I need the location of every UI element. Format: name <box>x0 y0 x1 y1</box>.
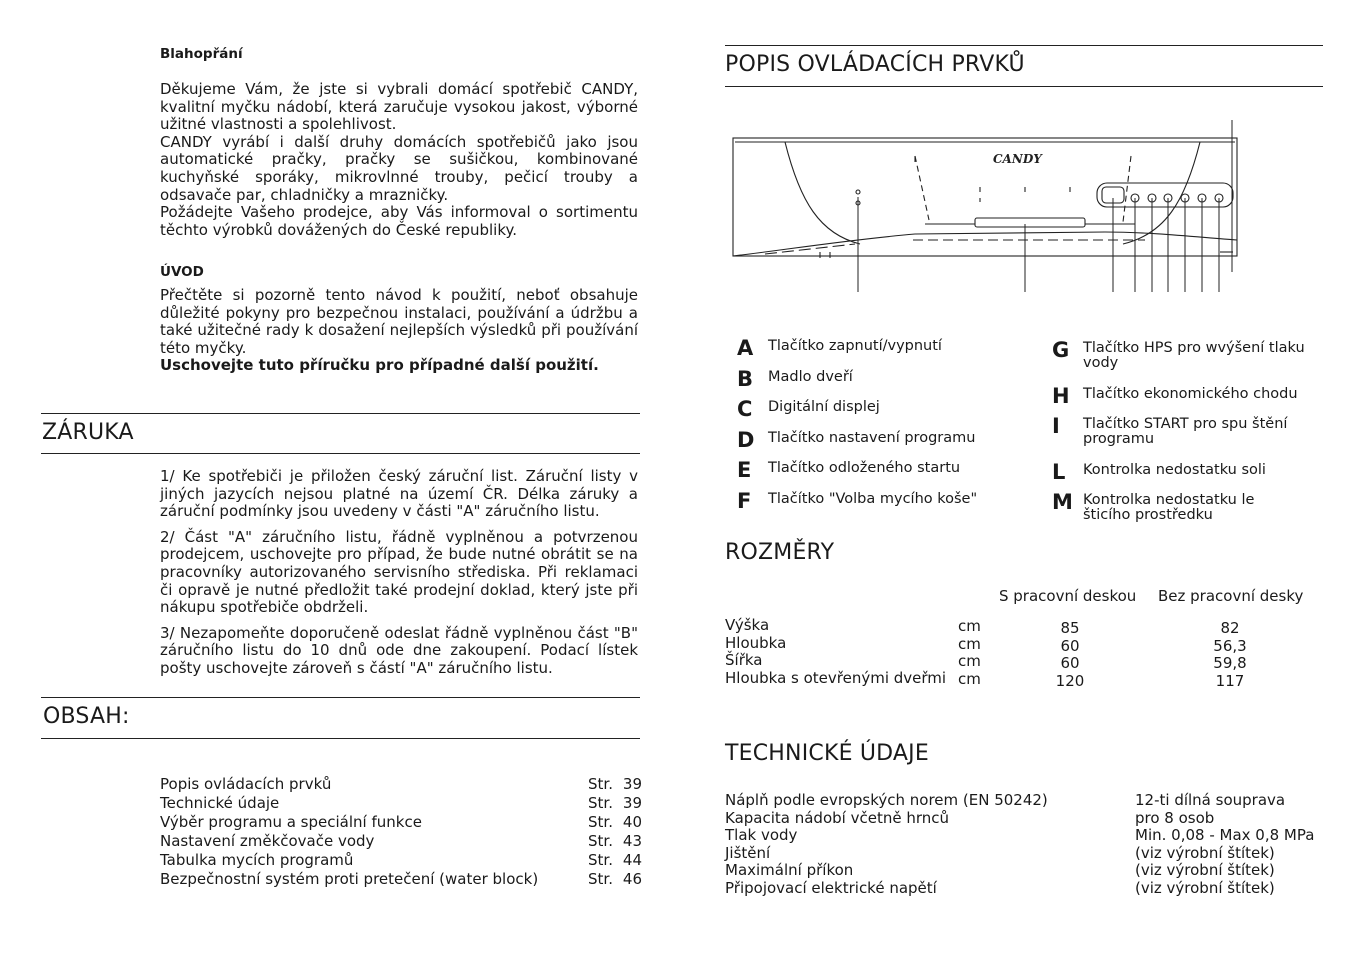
technical-labels <box>725 792 1048 898</box>
legend-text: Tlačítko ekonomického chodu <box>1083 386 1298 402</box>
dimension-without-value: 56,3 <box>1213 636 1247 655</box>
legend-text-line: Kontrolka nedostatku le <box>1083 492 1255 508</box>
warranty-paragraph: 1/ Ke spotřebiči je přiložen český záruční list. Záruční listy v jiných jazycích nejsou platné na území ČR. Délka záruky a záruční podmínky jsou uvedeny v části "A" záručního listu. <box>160 467 638 521</box>
dimensions-without-values <box>1200 620 1260 690</box>
technical-value: Min. 0,08 - Max 0,8 MPa <box>1135 826 1315 845</box>
dimension-with-value: 85 <box>1060 619 1080 637</box>
dimensions-col-with: S pracovní deskou <box>999 587 1137 605</box>
control-panel-diagram <box>725 112 1245 297</box>
warranty-title: ZÁRUKA <box>42 420 134 445</box>
dimensions-labels <box>725 617 946 687</box>
technical-value: (viz výrobní štítek) <box>1135 878 1275 897</box>
dimension-unit: cm <box>958 669 981 688</box>
dimensions-with-values <box>1040 620 1100 690</box>
technical-label: Jištění <box>725 843 771 862</box>
controls-title: POPIS OVLÁDACÍCH PRVKŮ <box>725 52 1025 77</box>
divider <box>725 45 1323 46</box>
divider <box>41 738 640 739</box>
technical-value: (viz výrobní štítek) <box>1135 843 1275 862</box>
contents-item-page: 43 <box>622 832 642 850</box>
technical-label: Připojovací elektrické napětí <box>725 878 937 897</box>
legend-text: Tlačítko "Volba mycího koše" <box>768 491 978 507</box>
legend-text-line: Tlačítko START pro spu štění <box>1083 416 1288 432</box>
legend-text-line: vody <box>1083 355 1119 371</box>
contents-item[interactable] <box>160 851 642 870</box>
legend-key: L <box>1052 460 1066 484</box>
dimensions-title: ROZMĚRY <box>725 540 835 565</box>
contents-item[interactable] <box>160 870 642 889</box>
dimension-label: Šířka <box>725 651 763 670</box>
contents-page-prefix: Str. <box>588 870 613 888</box>
contents-title: OBSAH: <box>43 704 130 729</box>
legend-key: A <box>737 336 754 360</box>
contents-item-page: 39 <box>622 794 642 812</box>
divider <box>41 697 640 698</box>
contents-page-prefix: Str. <box>588 775 613 793</box>
brand-logo: CANDY <box>993 152 1042 166</box>
legend-text: Tlačítko nastavení programu <box>768 430 976 446</box>
intro-body <box>160 287 638 375</box>
contents-item[interactable] <box>160 832 642 851</box>
contents-item-label: Popis ovládacích prvků <box>160 775 332 793</box>
legend-key: H <box>1052 384 1070 408</box>
technical-value: pro 8 osob <box>1135 808 1215 827</box>
legend-text <box>1083 341 1305 371</box>
divider <box>41 413 640 414</box>
warranty-body <box>160 468 638 678</box>
intro-keep-note: Uschovejte tuto příručku pro případné další použití. <box>160 356 599 375</box>
legend-text: Digitální displej <box>768 399 880 415</box>
dimension-label: Hloubka <box>725 633 787 652</box>
legend-key: E <box>737 458 752 482</box>
legend-text-line: Tlačítko HPS pro wvýšení tlaku <box>1083 340 1305 356</box>
legend-text <box>1083 417 1287 447</box>
technical-label: Maximální příkon <box>725 861 854 880</box>
technical-label: Náplň podle evropských norem (EN 50242) <box>725 791 1048 809</box>
warranty-paragraph: 3/ Nezapomeňte doporučeně odeslat řádně vyplněnou část "B" záručního listu do 10 dnů ode dne zakoupení. Podací lístek pošty uschovejte zároveň s částí "A" záručního listu. <box>160 623 638 677</box>
legend-key: I <box>1052 414 1060 438</box>
dimension-unit: cm <box>958 652 981 671</box>
dimension-with-value: 60 <box>1060 636 1080 655</box>
greeting-paragraph: Děkujeme Vám, že jste si vybrali domácí spotřebič CANDY, kvalitní myčku nádobí, která zaručuje vysokou jakost, výborné užitné vlastnosti a spolehlivost. <box>160 80 638 134</box>
dimension-without-value: 82 <box>1220 619 1240 637</box>
contents-item-label: Tabulka mycích programů <box>160 851 354 869</box>
legend-text-line: programu <box>1083 431 1155 447</box>
contents-page-prefix: Str. <box>588 794 613 812</box>
contents-item-page: 39 <box>622 775 642 793</box>
dimension-unit: cm <box>958 634 981 653</box>
contents-item-page: 40 <box>622 813 642 831</box>
contents-item-page: 44 <box>622 851 642 869</box>
technical-values <box>1135 792 1314 898</box>
legend-key: G <box>1052 338 1070 362</box>
contents-page-prefix: Str. <box>588 851 613 869</box>
contents-item-label: Výběr programu a speciální funkce <box>160 813 422 831</box>
legend-text-line: šticího prostředku <box>1083 507 1213 523</box>
legend-text: Kontrolka nedostatku soli <box>1083 462 1266 478</box>
legend-key: F <box>737 489 752 513</box>
technical-value: (viz výrobní štítek) <box>1135 861 1275 880</box>
dimensions-units <box>958 618 981 688</box>
technical-title: TECHNICKÉ ÚDAJE <box>725 741 929 766</box>
legend-key: C <box>737 397 753 421</box>
contents-page-prefix: Str. <box>588 813 613 831</box>
legend-key: D <box>737 428 755 452</box>
contents-item-page: 46 <box>622 870 642 888</box>
contents-item-label: Technické údaje <box>160 794 280 812</box>
dimension-unit: cm <box>958 617 981 635</box>
intro-text: Přečtěte si pozorně tento návod k použití, neboť obsahuje důležité pokyny pro bezpečnou instalaci, používání a údržbu a také užitečné rady k dosažení nejlepších výsledků při používání této myčky. <box>160 286 638 357</box>
divider <box>725 86 1323 87</box>
greeting-paragraph: Požádejte Vašeho prodejce, aby Vás informoval o sortimentu těchto výrobků dovážených do České republiky. <box>160 203 638 239</box>
contents-page-prefix: Str. <box>588 832 613 850</box>
technical-label: Tlak vody <box>725 826 798 845</box>
legend-text: Tlačítko zapnutí/vypnutí <box>768 338 942 354</box>
dimension-label: Výška <box>725 616 770 634</box>
dimension-with-value: 120 <box>1055 671 1085 690</box>
contents-item[interactable] <box>160 775 642 794</box>
contents-item[interactable] <box>160 794 642 813</box>
legend-key: B <box>737 367 754 391</box>
greeting-paragraph: CANDY vyrábí i další druhy domácích spotřebičů jako jsou automatické pračky, pračky se sušičkou, kombinované kuchyňské sporáky, mikrovlnné trouby, pečicí trouby a odsavače par, chladničky a mrazničky. <box>160 132 638 204</box>
greeting-heading: Blahopřání <box>160 46 243 62</box>
dimension-with-value: 60 <box>1060 654 1080 673</box>
legend-text: Tlačítko odloženého startu <box>768 460 961 476</box>
technical-label: Kapacita nádobí včetně hrnců <box>725 808 949 827</box>
dimension-without-value: 59,8 <box>1213 654 1247 673</box>
contents-item[interactable] <box>160 813 642 832</box>
contents-item-label: Nastavení změkčovače vody <box>160 832 375 850</box>
legend-key: M <box>1052 490 1073 514</box>
legend-text <box>1083 493 1254 523</box>
legend-text: Madlo dveří <box>768 369 853 385</box>
intro-heading: ÚVOD <box>160 264 204 280</box>
divider <box>41 453 640 454</box>
dimensions-col-without: Bez pracovní desky <box>1158 587 1304 605</box>
contents-item-label: Bezpečnostní systém proti pretečení (water block) <box>160 870 539 888</box>
technical-value: 12-ti dílná souprava <box>1135 791 1286 809</box>
dimension-without-value: 117 <box>1215 671 1245 690</box>
warranty-paragraph: 2/ Část "A" záručního listu, řádně vyplněnou a potvrzenou prodejcem, uschovejte pro případ, že bude nutné obrátit se na pracovníky autorizovaného servisního střediska. Při reklamaci či opravě je nutné předložit také prodejní doklad, který jste při nákupu spotřebiče obdrželi. <box>160 527 638 617</box>
dimension-label: Hloubka s otevřenými dveřmi <box>725 668 947 687</box>
greeting-body <box>160 81 638 239</box>
